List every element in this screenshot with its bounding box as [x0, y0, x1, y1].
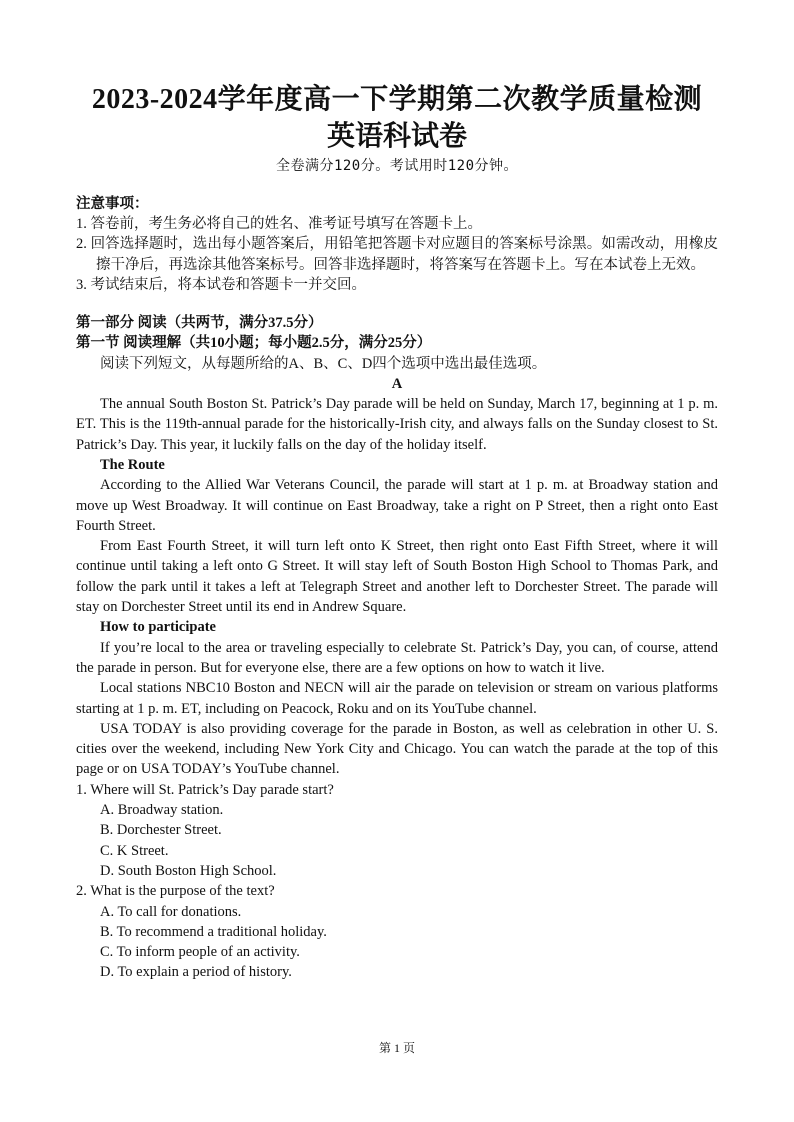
question-1-option-a: A. Broadway station. [100, 802, 224, 819]
exam-subtitle: 全卷满分120分。考试用时120分钟。 [275, 158, 519, 174]
question-1-option-c: C. K Street. [100, 842, 169, 859]
exam-title: 2023-2024学年度高一下学期第二次教学质量检测 [91, 84, 703, 115]
exam-subject-title: 英语科试卷 [326, 121, 467, 152]
page-number: 第 1 页 [378, 1041, 415, 1055]
question-1-stem: 1. Where will St. Patrick’s Day parade start? [76, 781, 334, 798]
notes-heading: 注意事项： [76, 196, 149, 212]
passage-label: A [391, 376, 403, 393]
participate-paragraph-3: USA TODAY is also providing coverage for the parade in Boston, as well as celebration in other U. S. cities over the weekend, including New York City and Chicago. You can watch the parade at the top of this page or on USA TODAY’s YouTube channel. [76, 720, 718, 778]
question-1-option-b: B. Dorchester Street. [100, 822, 222, 839]
note-item-3: 3. 考试结束后，将本试卷和答题卡一并交回。 [76, 276, 366, 293]
note-item-2: 2. 回答选择题时，选出每小题答案后，用铅笔把答题卡对应题目的答案标号涂黑。如需改动，用橡皮擦干净后，再选涂其他答案标号。回答非选择题时，将答案写在答题卡上。写在本试卷上无效。 [76, 236, 718, 273]
question-2-option-d: D. To explain a period of history. [100, 964, 292, 981]
question-2-option-b: B. To recommend a traditional holiday. [100, 923, 327, 940]
exam-page [76, 82, 718, 983]
part1-heading: 第一部分 阅读（共两节，满分37.5分） [76, 315, 323, 332]
section-instructions: 阅读下列短文，从每题所给的A、B、C、D四个选项中选出最佳选项。 [100, 355, 547, 372]
passage-intro: The annual South Boston St. Patrick’s Day parade will be held on Sunday, March 17, beginning at 1 p. m. ET. This is the 119th-annual parade for the historically-Irish city, and always falls on the Sunday closest to St. Patrick’s Day. This year, it luckily falls on the day of the holiday itself. [76, 396, 718, 453]
question-1-option-d: D. South Boston High School. [100, 862, 277, 879]
participate-heading: How to participate [100, 619, 216, 636]
route-paragraph-2: From East Fourth Street, it will turn left onto K Street, then right onto East Fifth Street, where it will continue until taking a left onto G Street. It will stay left of South Boston High School to Thomas Park, and follow the park until it takes a left at Telegraph Street and another left to Dorchester Street. The parade will stay on Dorchester Street until its end in Andrew Square. [76, 538, 718, 616]
note-item-1: 1. 答卷前，考生务必将自己的姓名、准考证号填写在答题卡上。 [76, 216, 482, 232]
question-2-stem: 2. What is the purpose of the text? [76, 883, 275, 900]
question-2-option-a: A. To call for donations. [100, 903, 242, 920]
question-2-option-c: C. To inform people of an activity. [100, 944, 300, 961]
route-heading: The Route [100, 456, 165, 473]
section1-heading: 第一节 阅读理解（共10小题；每小题2.5分，满分25分） [76, 335, 432, 352]
participate-paragraph-1: If you’re local to the area or traveling especially to celebrate St. Patrick’s Day, you can, of course, attend the parade in person. But for everyone else, there are a few options on how to watch it live. [76, 639, 718, 676]
route-paragraph-1: According to the Allied War Veterans Council, the parade will start at 1 p. m. at Broadway station and move up West Broadway. It will continue on East Broadway, take a right on P Street, then a right onto East Fourth Street. [76, 477, 718, 534]
participate-paragraph-2: Local stations NBC10 Boston and NECN will air the parade on television or stream on various platforms starting at 1 p. m. ET, including on Peacock, Roku and on its YouTube channel. [76, 680, 718, 717]
